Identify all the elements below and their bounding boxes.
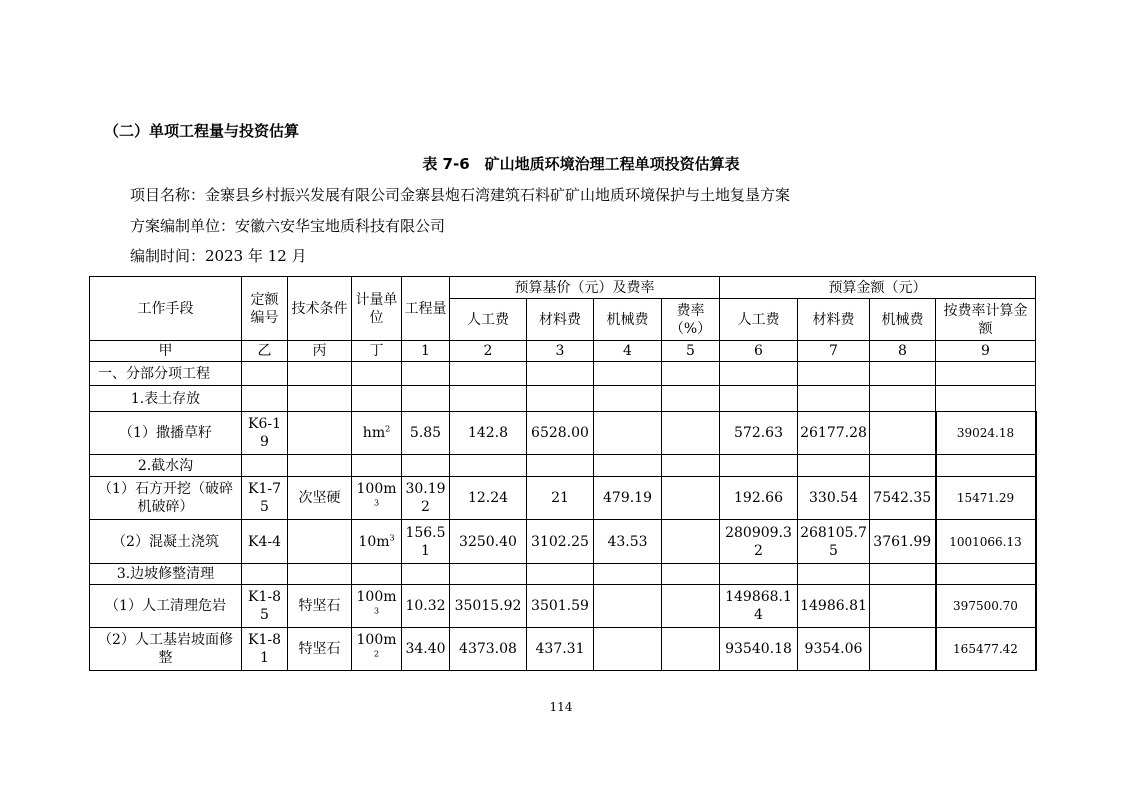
quota-code: K1-85 [242, 585, 288, 628]
base-machine [594, 628, 662, 671]
subcategory-label: 2.截水沟 [90, 455, 242, 477]
base-machine [594, 585, 662, 628]
base-material: 21 [527, 477, 594, 520]
header-material: 材料费 [527, 299, 594, 341]
project-name: 项目名称：金寨县乡村振兴发展有限公司金寨县炮石湾建筑石料矿矿山地质环境保护与土地复垦方案 [130, 186, 791, 204]
tech-condition [288, 520, 352, 564]
quota-code: K1-81 [242, 628, 288, 671]
amount-material: 9354.06 [798, 628, 870, 671]
table-row [90, 362, 1036, 386]
unit-cell [352, 477, 402, 520]
index-cell: 7 [798, 341, 870, 362]
table-row [90, 455, 1036, 477]
quantity: 10.32 [402, 585, 450, 628]
amount-material: 26177.28 [798, 412, 870, 455]
unit-cell [352, 520, 402, 564]
index-cell: 甲 [90, 341, 242, 362]
header-base-group: 预算基价（元）及费率 [450, 277, 720, 299]
base-material: 3501.59 [527, 585, 594, 628]
quota-code: K4-4 [242, 520, 288, 564]
header-labor: 人工费 [450, 299, 527, 341]
table-row [90, 520, 1036, 564]
base-material: 437.31 [527, 628, 594, 671]
table-title: 表 7-6 矿山地质环境治理工程单项投资估算表 [422, 155, 740, 173]
header-unit: 计量单位 [352, 277, 402, 341]
item-name: （2）混凝土浇筑 [90, 520, 242, 564]
header-work: 工作手段 [90, 277, 242, 341]
table-row [90, 628, 1036, 671]
subcategory-label: 3.边坡修整清理 [90, 564, 242, 585]
amount-labor: 149868.14 [720, 585, 798, 628]
table-row [90, 412, 1036, 455]
tech-condition [288, 412, 352, 455]
unit-base: 100m [356, 481, 397, 497]
header-rate: 费率（%） [662, 299, 720, 341]
unit-cell [352, 585, 402, 628]
tech-condition: 特坚石 [288, 628, 352, 671]
quota-code: K6-19 [242, 412, 288, 455]
table-row [90, 564, 1036, 585]
header-rate-amount: 按费率计算金额 [936, 299, 1036, 341]
unit-base: 100m [356, 589, 397, 605]
base-labor: 142.8 [450, 412, 527, 455]
base-labor: 12.24 [450, 477, 527, 520]
amount-material: 330.54 [798, 477, 870, 520]
amount-rate: 397500.70 [936, 585, 1036, 628]
header-machine2: 机械费 [870, 299, 936, 341]
unit-cell [352, 628, 402, 671]
amount-machine: 7542.35 [870, 477, 936, 520]
base-labor: 35015.92 [450, 585, 527, 628]
base-material: 3102.25 [527, 520, 594, 564]
base-machine: 479.19 [594, 477, 662, 520]
section-title: （二）单项工程量与投资估算 [104, 122, 300, 140]
index-row [90, 341, 1036, 362]
tech-condition: 特坚石 [288, 585, 352, 628]
index-cell: 3 [527, 341, 594, 362]
subcategory-label: 1.表土存放 [90, 386, 242, 412]
quantity: 5.85 [402, 412, 450, 455]
index-cell: 4 [594, 341, 662, 362]
amount-labor: 280909.32 [720, 520, 798, 564]
unit-superscript: 2 [385, 424, 391, 434]
amount-rate: 39024.18 [936, 412, 1036, 455]
index-cell: 9 [936, 341, 1036, 362]
header-labor2: 人工费 [720, 299, 798, 341]
unit-base: hm [362, 425, 386, 441]
quota-code: K1-75 [242, 477, 288, 520]
item-name: （2）人工基岩坡面修整 [90, 628, 242, 671]
header-material2: 材料费 [798, 299, 870, 341]
base-rate [662, 628, 720, 671]
quantity: 34.40 [402, 628, 450, 671]
base-machine: 43.53 [594, 520, 662, 564]
header-tech: 技术条件 [288, 277, 352, 341]
base-labor: 4373.08 [450, 628, 527, 671]
header-quota: 定额编号 [242, 277, 288, 341]
index-cell: 丁 [352, 341, 402, 362]
amount-machine [870, 585, 936, 628]
base-labor: 3250.40 [450, 520, 527, 564]
quantity: 30.192 [402, 477, 450, 520]
unit-base: 100m [356, 632, 397, 648]
amount-material: 268105.75 [798, 520, 870, 564]
amount-labor: 572.63 [720, 412, 798, 455]
base-material: 6528.00 [527, 412, 594, 455]
index-cell: 乙 [242, 341, 288, 362]
amount-machine: 3761.99 [870, 520, 936, 564]
amount-labor: 93540.18 [720, 628, 798, 671]
table-row [90, 585, 1036, 628]
index-cell: 2 [450, 341, 527, 362]
page-number: 114 [549, 700, 573, 714]
unit-base: 10m [358, 533, 390, 550]
header-machine: 机械费 [594, 299, 662, 341]
estimate-table [89, 276, 1037, 671]
amount-machine [870, 412, 936, 455]
item-name: （1）人工清理危岩 [90, 585, 242, 628]
amount-machine [870, 628, 936, 671]
unit-superscript: 3 [373, 498, 380, 508]
table-row [90, 386, 1036, 412]
index-cell: 1 [402, 341, 450, 362]
amount-rate: 15471.29 [936, 477, 1036, 520]
table-row [90, 477, 1036, 520]
base-rate [662, 520, 720, 564]
unit-superscript: 3 [373, 606, 380, 616]
compiling-unit: 方案编制单位：安徽六安华宝地质科技有限公司 [130, 217, 446, 235]
quantity: 156.51 [402, 520, 450, 564]
amount-labor: 192.66 [720, 477, 798, 520]
item-name: （1）撒播草籽 [90, 412, 242, 455]
header-qty: 工程量 [402, 277, 450, 341]
base-rate [662, 585, 720, 628]
header-amount-group: 预算金额（元） [720, 277, 1036, 299]
base-rate [662, 477, 720, 520]
compiling-date: 编制时间：2023 年 12 月 [130, 247, 307, 265]
base-rate [662, 412, 720, 455]
item-name: （1）石方开挖（破碎机破碎） [90, 477, 242, 520]
index-cell: 丙 [288, 341, 352, 362]
category-label: 一、分部分项工程 [90, 362, 242, 386]
index-cell: 6 [720, 341, 798, 362]
amount-material: 14986.81 [798, 585, 870, 628]
base-machine [594, 412, 662, 455]
unit-superscript: 3 [389, 532, 395, 542]
unit-cell [352, 412, 402, 455]
index-cell: 8 [870, 341, 936, 362]
unit-superscript: 2 [373, 649, 380, 659]
tech-condition: 次坚硬 [288, 477, 352, 520]
index-cell: 5 [662, 341, 720, 362]
amount-rate: 165477.42 [936, 628, 1036, 671]
amount-rate: 1001066.13 [936, 520, 1036, 564]
